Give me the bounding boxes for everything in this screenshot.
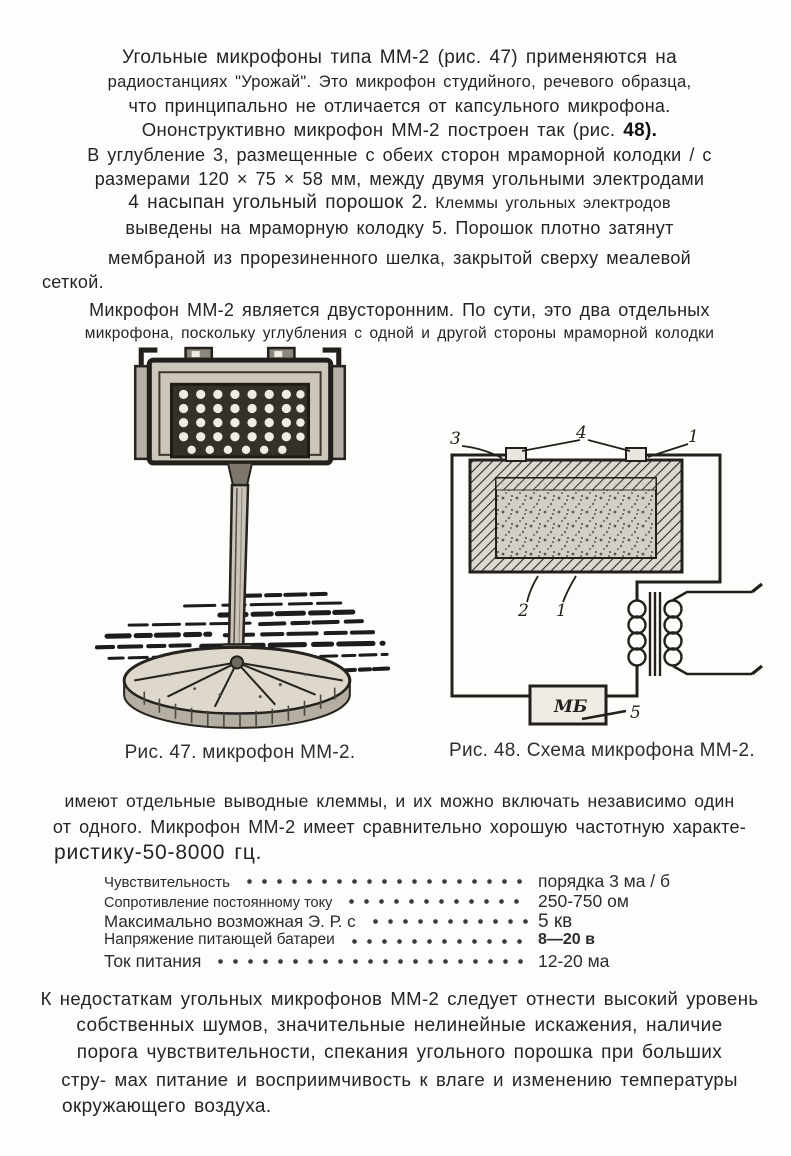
callout-3: 3: [450, 429, 461, 449]
spec-value: 12-20 ма: [538, 951, 610, 971]
spec-label: Напряжение питающей батареи: [104, 931, 335, 948]
text-line: что принципально не отличается от капсульного микрофона.: [128, 96, 671, 116]
text-line: размерами 120 × 75 × 58 мм, между двумя угольными электродами: [94, 169, 705, 189]
text-line: [34, 191, 765, 216]
callout-1-top: 1: [688, 427, 699, 447]
spec-list: [104, 871, 726, 971]
callout-5: 5: [630, 703, 641, 723]
text-line: ристику-50-8000 гц.: [54, 841, 263, 864]
text-line: порога чувствительности, спекания угольного порошка при больших: [76, 1042, 723, 1063]
figure-48-caption: Рис. 48. Схема микрофона ММ-2.: [448, 740, 755, 761]
text-line: имеют отдельные выводные клеммы, и их можно включать независимо один: [64, 791, 735, 811]
text-line: К недостаткам угольных микрофонов ММ-2 следует отнести высокий уровень: [40, 988, 759, 1009]
callout-2: 2: [518, 601, 529, 621]
figure-48-schematic: [430, 424, 775, 739]
text-line: выведены на мраморную колодку 5. Порошок плотно затянут: [125, 218, 674, 238]
microphone-base: [124, 647, 350, 728]
callout-4: 4: [576, 424, 587, 443]
spec-label: Ток питания: [104, 951, 202, 971]
spec-label: Максимально возможная Э. Р. с: [104, 912, 356, 931]
text-line: В углубление 3, размещенные с обеих сторон мраморной колодки / с: [87, 145, 712, 165]
spec-value: 250-750 ом: [538, 891, 629, 911]
figure-47-microphone-illustration: [85, 342, 395, 740]
dotted-leader: [366, 911, 528, 931]
dotted-leader: [345, 931, 528, 951]
paragraph-bottom: [34, 985, 765, 1120]
spec-row-battery-voltage: [104, 931, 726, 951]
figure-47-caption: Рис. 47. микрофон ММ-2.: [124, 742, 356, 763]
spec-value: 8—20 в: [538, 931, 595, 948]
dotted-leader: [240, 871, 528, 891]
battery-label: МБ: [554, 697, 588, 717]
microphone-stand: [222, 463, 252, 660]
text-line: радиостанциях "Урожай". Это микрофон студийного, речевого образца,: [107, 73, 692, 91]
spec-row-dc-resistance: [104, 891, 726, 911]
capsule-box: [470, 448, 682, 572]
dotted-leader: [211, 951, 528, 971]
transformer: [629, 584, 763, 676]
text-line: [34, 118, 765, 143]
spec-row-sensitivity: [104, 871, 726, 891]
text-line: микрофона, поскольку углубления с одной и другой стороны мраморной колодки: [84, 325, 715, 342]
dotted-leader: [342, 891, 528, 911]
paragraphs-top: [34, 46, 765, 346]
text-line: окружающего воздуха.: [62, 1096, 272, 1117]
paragraph-mid: [34, 788, 765, 866]
text-segment: Ононструктивно микрофон ММ-2 построен так (рис.: [141, 119, 616, 140]
text-line: стру- мах питание и восприимчивость к влаге и изменению температуры: [61, 1069, 738, 1090]
handwritten-correction: 48).: [623, 120, 658, 141]
text-line: сеткой.: [42, 272, 104, 292]
spec-value: 5 кв: [538, 911, 573, 932]
text-line: собственных шумов, значительные нелинейные искажения, наличие: [76, 1015, 723, 1036]
microphone-head: [135, 348, 345, 463]
text-segment: 4 насыпан угольный порошок 2.: [128, 192, 429, 213]
spec-row-supply-current: [104, 951, 726, 971]
text-line: Угольные микрофоны типа ММ-2 (рис. 47) применяются на: [122, 47, 677, 68]
text-segment: Клеммы угольных электродов: [435, 195, 671, 212]
spec-value: порядка 3 ма / б: [538, 871, 671, 891]
callout-1-bottom: 1: [556, 601, 567, 621]
spec-label: Чувствительность: [104, 874, 230, 891]
text-line: мембраной из прорезиненного шелка, закрытой сверху меалевой: [108, 248, 691, 268]
text-line: Микрофон ММ-2 является двусторонним. По сути, это два отдельных: [89, 300, 710, 320]
spec-label: Сопротивление постоянному току: [104, 895, 333, 911]
battery: [530, 686, 641, 724]
spec-row-max-emf: [104, 911, 726, 931]
text-line: от одного. Микрофон ММ-2 имеет сравнительно хорошую частотную характе-: [52, 817, 747, 837]
